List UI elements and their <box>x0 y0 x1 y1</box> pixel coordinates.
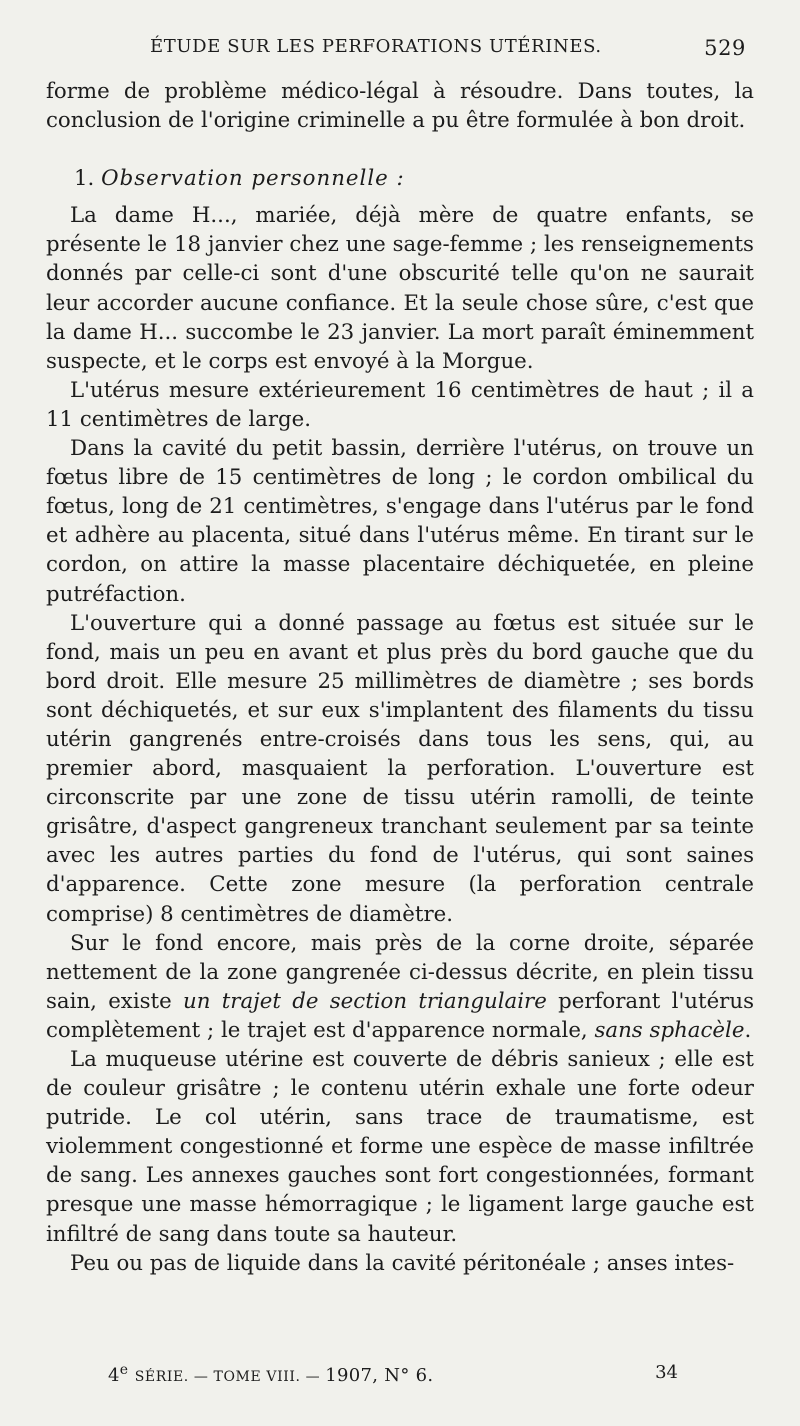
series-superscript: e <box>119 1362 129 1378</box>
paragraph-mucosa: La muqueuse utérine est couverte de débris sanieux ; elle est de couleur grisâtre ; le contenu utérin exhale une forte odeur putride. Le col utérin, sans trace de traumatisme, est violemment congestionné et forme une espèce de masse infiltrée de sang. Les annexes gauches sont fort congestionnées, formant presque une masse hémorragique ; le ligament large gauche est infiltré de sang dans toute sa hauteur. <box>46 1047 754 1247</box>
footer-series <box>108 1362 433 1386</box>
series-number: 4 <box>108 1365 120 1386</box>
running-title: ÉTUDE SUR LES PERFORATIONS UTÉRINES. <box>150 36 602 57</box>
series-word: SÉRIE. <box>134 1369 189 1385</box>
paragraph-opening: L'ouverture qui a donné passage au fœtus est située sur le fond, mais un peu en avant et plus près du bord gauche que du bord droit. Elle mesure 25 millimètres de diamètre ; ses bords sont déchiquetés, et sur eux s'implantent des filaments du tissu utérin gangrenés entre-croisés dans tous les sens, qui, au premier abord, masquaient la perforation. L'ouverture est circonscrite par une zone de tissu utérin ramolli, de teinte grisâtre, d'aspect gangreneux tranchant seulement par sa teinte avec les autres parties du fond de l'utérus, qui sont saines d'apparence. Cette zone mesure (la perforation centrale comprise) 8 centimètres de diamètre. <box>46 610 754 927</box>
fundus-text-1: Sur le fond encore, mais près de la corne droite, séparée nettement de la zone gangrenée ci-dessus décrite, en plein tissu sain, existe <box>46 930 754 1014</box>
section-number: 1. <box>74 166 95 192</box>
running-head <box>150 36 750 66</box>
section-label: Observation personnelle : <box>101 166 405 192</box>
fundus-text-3: . <box>744 1017 752 1043</box>
section-heading <box>46 164 754 193</box>
year-issue: 1907, N° 6. <box>325 1365 434 1386</box>
paragraph-uterus-size: L'utérus mesure extérieurement 16 centimètres de haut ; il a 11 centimètres de large. <box>46 377 754 432</box>
tome-word: — TOME VIII. — <box>188 1369 326 1385</box>
fundus-text-2: perforant l'utérus complètement ; le trajet est d'apparence normale, <box>46 988 755 1043</box>
fundus-italic-1: un trajet de section triangulaire <box>183 988 547 1014</box>
paragraph-fetus: Dans la cavité du petit bassin, derrière l'utérus, on trouve un fœtus libre de 15 centimètres de long ; le cordon ombilical du fœtus, long de 21 centimètres, s'engage dans l'utérus par le fond et adhère au placenta, situé dans l'utérus même. En tirant sur le cordon, on attire la masse placentaire déchiquetée, en pleine putréfaction. <box>46 436 754 607</box>
page-number: 529 <box>704 36 746 60</box>
paragraph-peritoneum: Peu ou pas de liquide dans la cavité péritonéale ; anses intes- <box>70 1250 735 1276</box>
fundus-italic-2: sans sphacèle <box>594 1017 745 1043</box>
footer <box>108 1362 678 1388</box>
paragraph-fundus <box>46 929 754 1045</box>
body-text <box>46 77 754 1278</box>
paragraph-case-intro: La dame H..., mariée, déjà mère de quatre enfants, se présente le 18 janvier chez une sage-femme ; les renseignements donnés par celle-ci sont d'une obscurité telle qu'on ne saurait leur accorder aucune confiance. Et la seule chose sûre, c'est que la dame H... succombe le 23 janvier. La mort paraît éminemment suspecte, et le corps est envoyé à la Morgue. <box>46 203 754 374</box>
paragraph-continuation: forme de problème médico-légal à résoudre. Dans toutes, la conclusion de l'origine criminelle a pu être formulée à bon droit. <box>46 79 754 134</box>
signature-mark: 34 <box>655 1362 678 1383</box>
